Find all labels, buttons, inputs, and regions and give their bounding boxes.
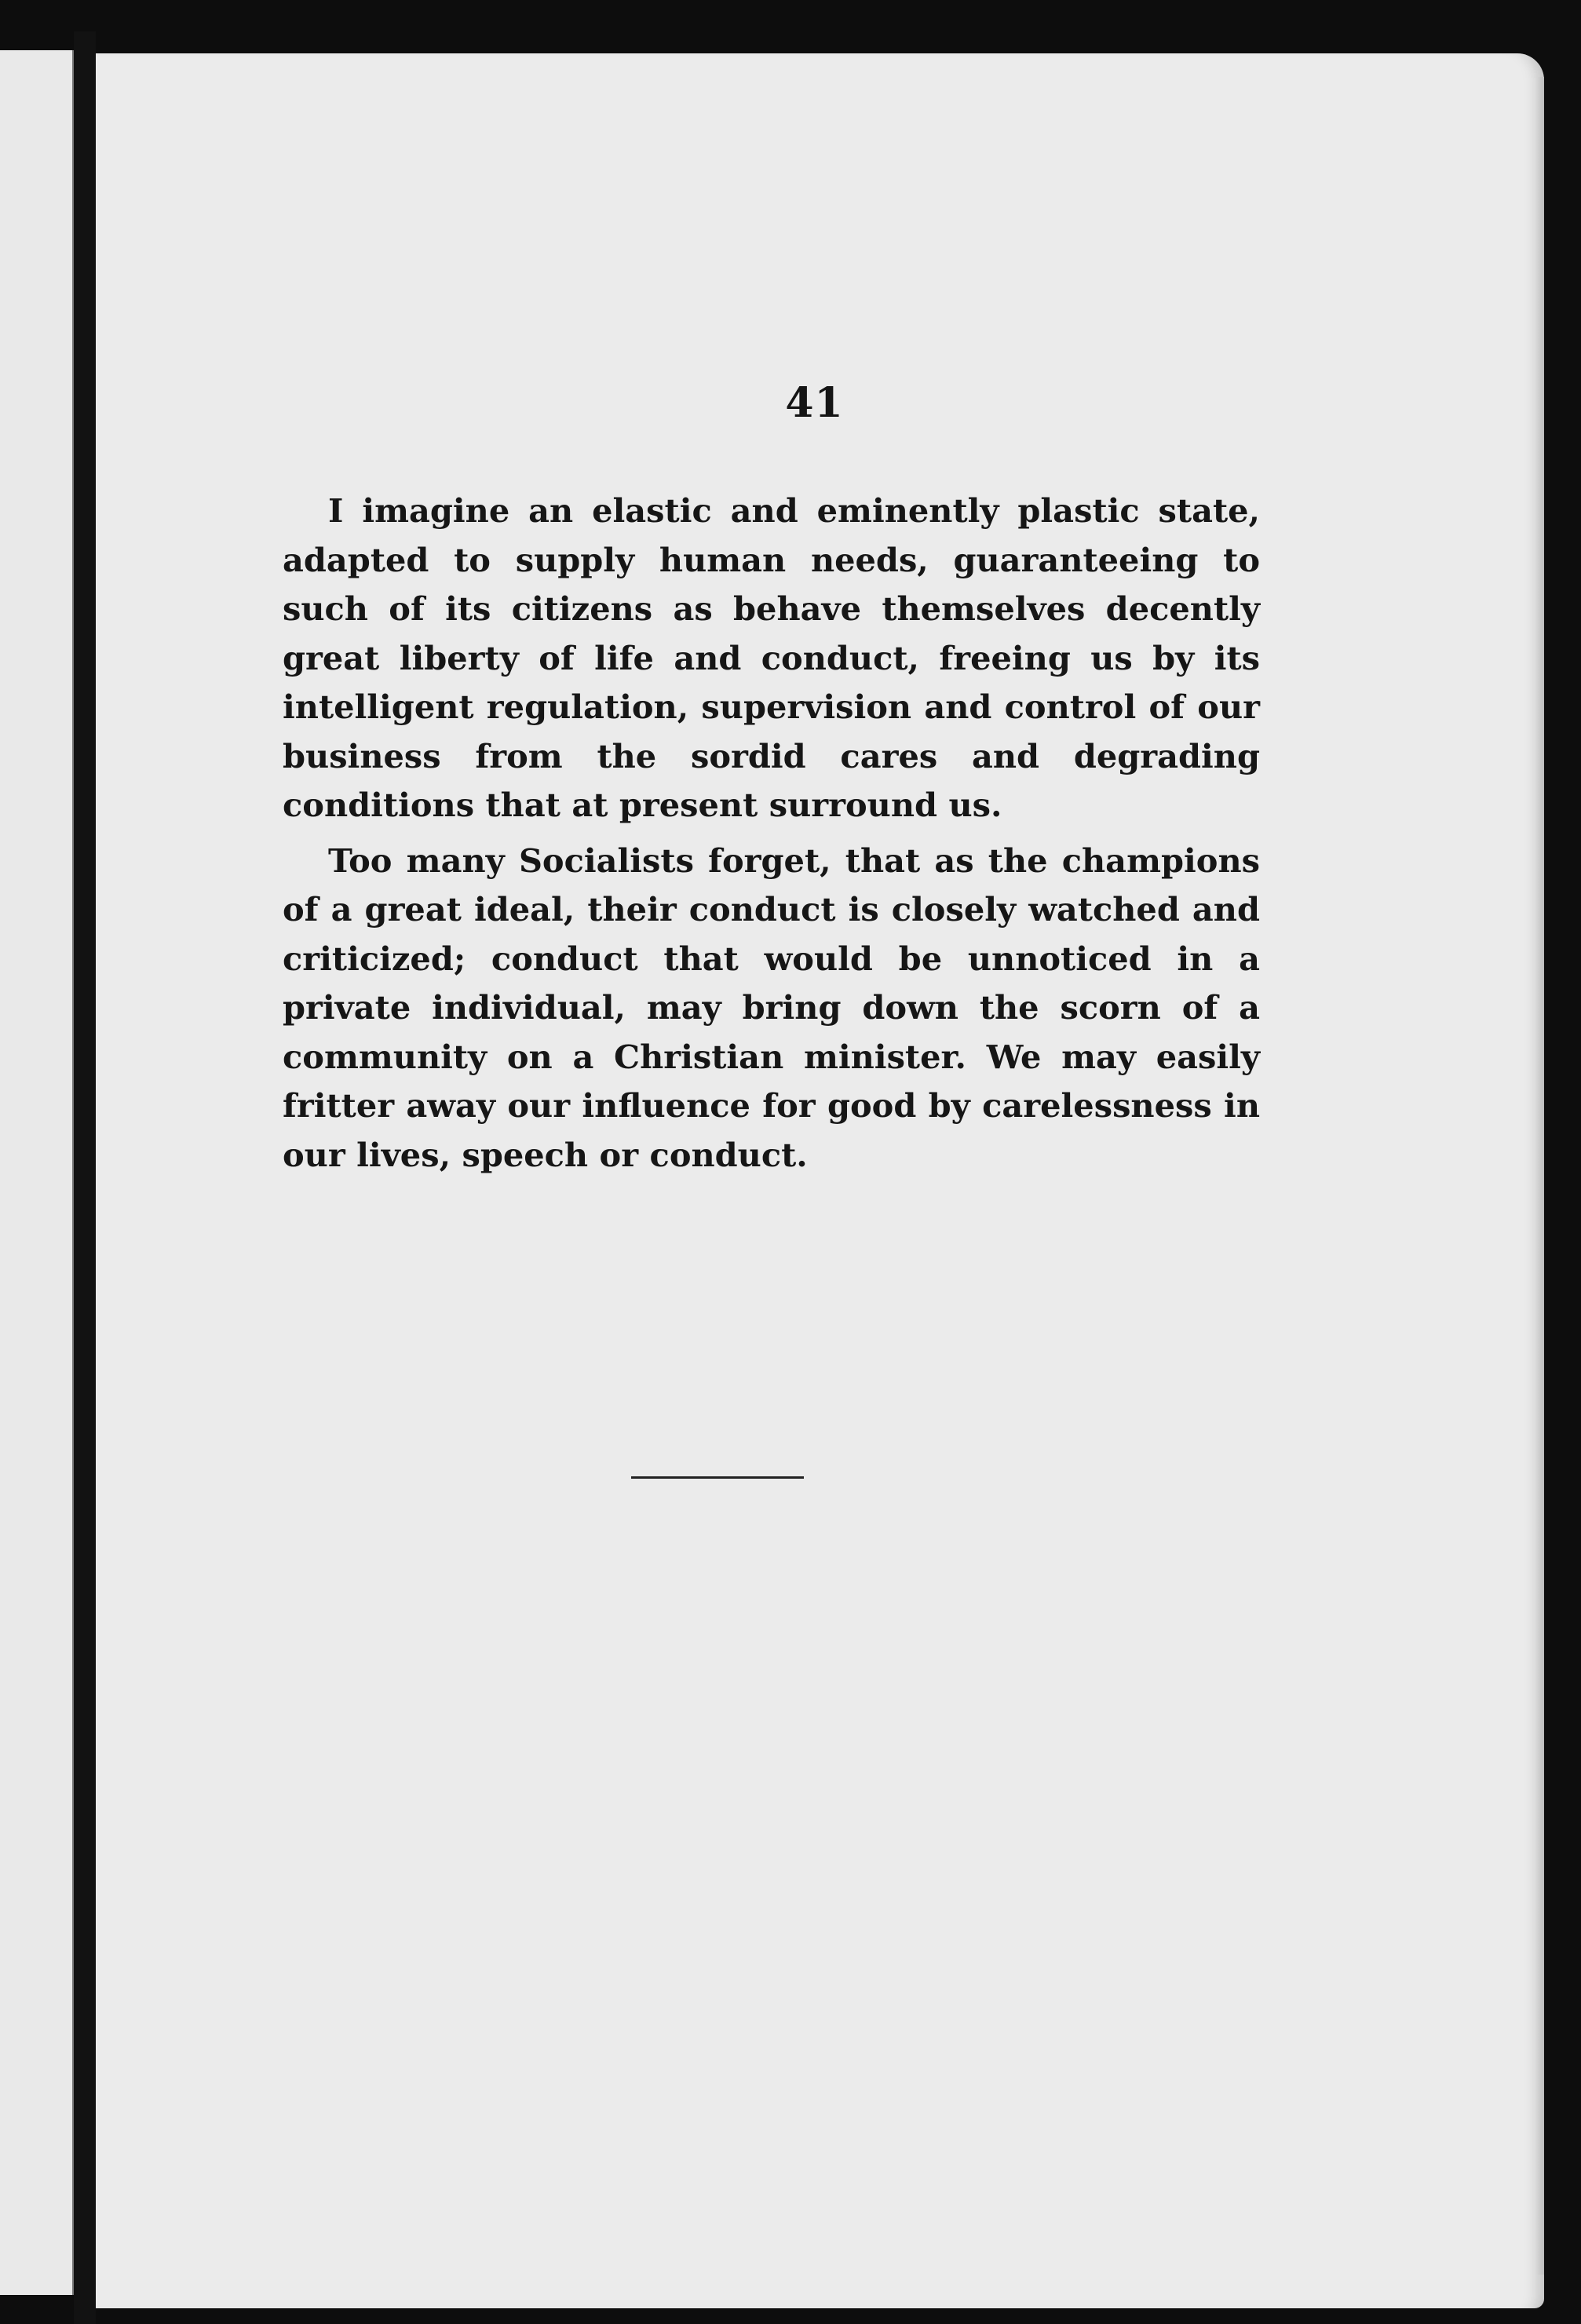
paragraph: Too many Socialists forget, that as the champions of a great ideal, their conduct is closely watched and criticized; conduct that would be unnoticed in a private individual, may bring down the scorn of a community on a Christian minister. We may easily fritter away our influence for good by carelessness in our lives, speech or conduct. [283, 841, 1260, 1174]
section-divider-rule [631, 1476, 804, 1479]
page-number: 41 [785, 379, 844, 427]
body-text [283, 487, 1260, 1180]
paragraph: I imagine an elastic and eminently plastic state, adapted to supply human needs, guaranteeing to such of its citizens as behave themselves decently great liberty of life and conduct, freeing us by its intelligent regulation, supervision and control of our business from the sordid cares and degrading conditions that at present surround us. [283, 491, 1260, 824]
book-gutter [74, 31, 96, 2324]
facing-page-edge [0, 50, 74, 2295]
book-page [96, 53, 1544, 2308]
